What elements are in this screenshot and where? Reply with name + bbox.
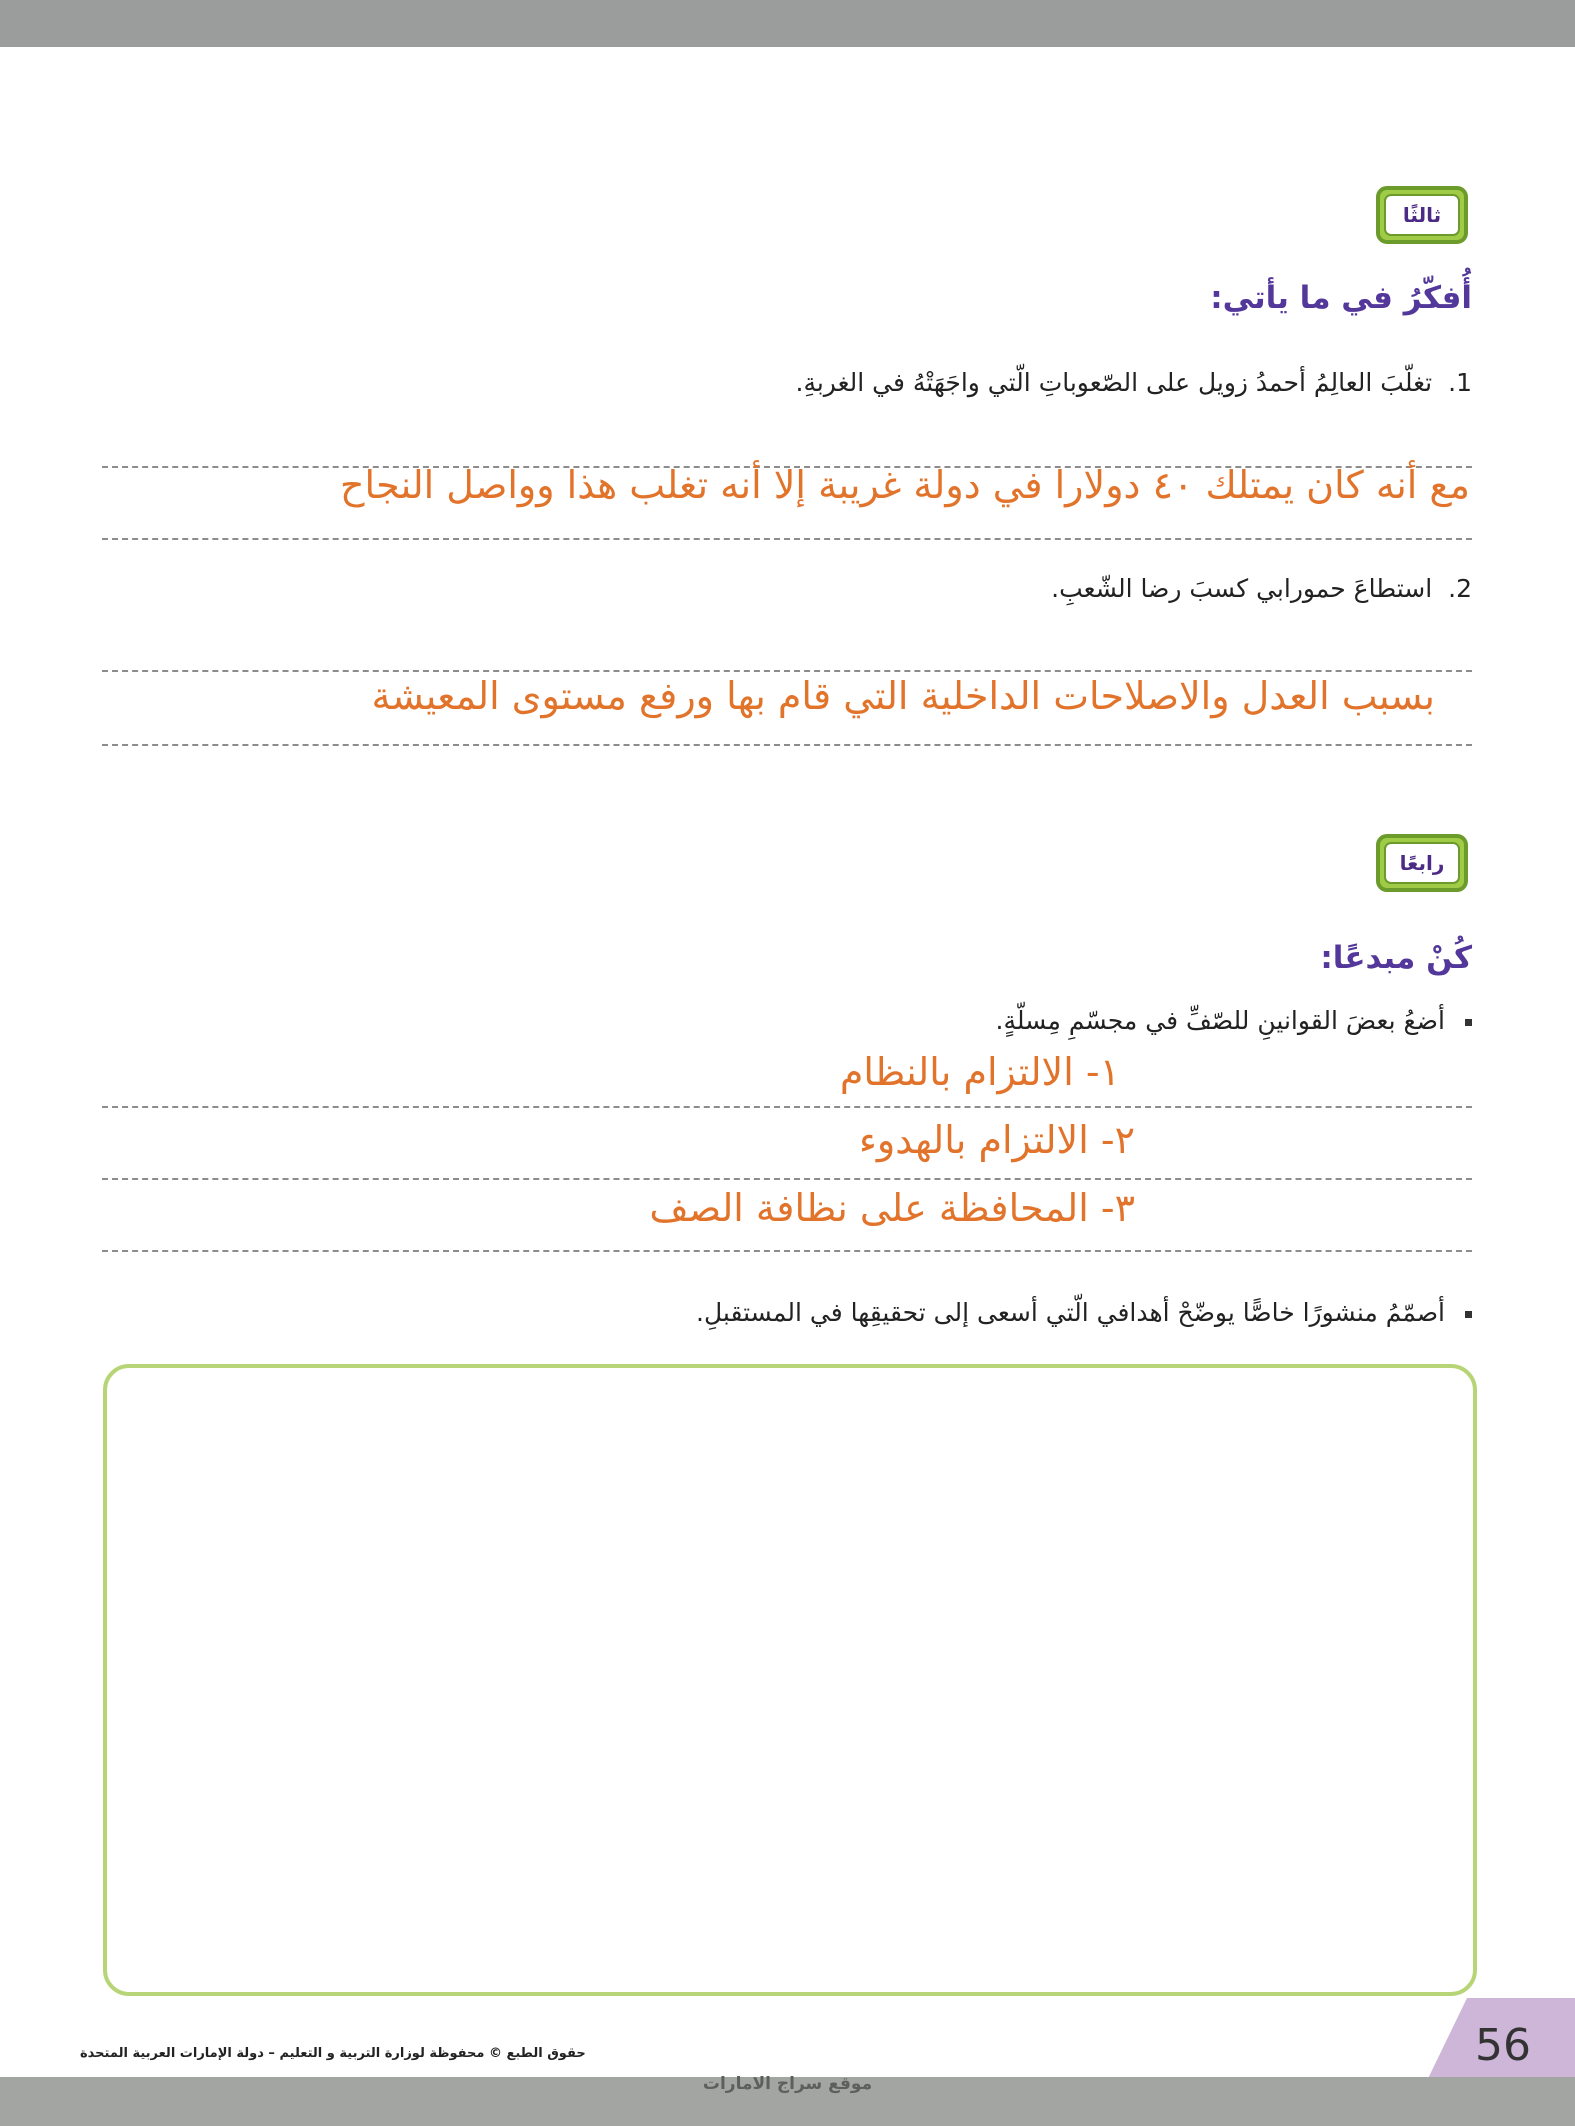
copyright-notice: حقوق الطبع © محفوظة لوزارة التربية و التعليم – دولة الإمارات العربية المتحدة [80, 2046, 586, 2061]
section-three-badge [1376, 186, 1468, 244]
question-2 [1051, 574, 1472, 603]
rule-3-line [102, 1250, 1472, 1252]
answer-2-top-line [102, 670, 1472, 672]
question-1 [796, 368, 1473, 397]
rule-3: ٣- المحافظة على نظافة الصف [649, 1186, 1135, 1230]
poster-drawing-area[interactable] [103, 1364, 1477, 1996]
answer-2: بسبب العدل والاصلاحات الداخلية التي قام بها ورفع مستوى المعيشة [371, 674, 1435, 718]
section-three-badge-label: ثالثًا [1384, 194, 1460, 236]
bullet-laws [996, 1006, 1472, 1035]
section-four-badge-label: رابعًا [1384, 842, 1460, 884]
section-three-heading: أُفكّرُ في ما يأتي: [1210, 280, 1472, 316]
bullet-poster-text: أصمّمُ منشورًا خاصًّا يوضّحْ أهدافي الّتي أسعى إلى تحقيقِها في المستقبلِ. [696, 1298, 1445, 1327]
rule-2-line [102, 1178, 1472, 1180]
question-2-number: 2. [1448, 574, 1472, 603]
rule-2: ٢- الالتزام بالهدوء [858, 1118, 1135, 1162]
footer-site-name: موقع سراج الامارات [702, 2074, 873, 2094]
question-1-text: تغلّبَ العالِمُ أحمدُ زويل على الصّعوباتِ الّتي واجَهَتْهُ في الغربةِ. [795, 368, 1433, 397]
answer-1: مع أنه كان يمتلك ٤٠ دولارا في دولة غريبة إلا أنه تغلب هذا وواصل النجاح [339, 463, 1470, 507]
bullet-marker [1465, 1019, 1472, 1026]
bullet-laws-text: أضعُ بعضَ القوانينِ للصّفِّ في مجسّمِ مِسلّةٍ. [995, 1006, 1445, 1035]
answer-2-bottom-line [102, 744, 1472, 746]
rule-1-line [102, 1106, 1472, 1108]
section-four-badge [1376, 834, 1468, 892]
answer-1-bottom-line [102, 538, 1472, 540]
bullet-marker [1465, 1311, 1472, 1318]
question-1-number: 1. [1448, 368, 1472, 397]
section-four-heading: كُنْ مبدعًا: [1320, 940, 1472, 976]
question-2-text: استطاعَ حمورابي كسبَ رضا الشّعبِ. [1051, 574, 1433, 603]
rule-1: ١- الالتزام بالنظام [839, 1050, 1120, 1094]
page-number: 56 [1475, 2020, 1531, 2071]
bullet-poster [696, 1298, 1472, 1327]
top-bar [0, 0, 1575, 47]
